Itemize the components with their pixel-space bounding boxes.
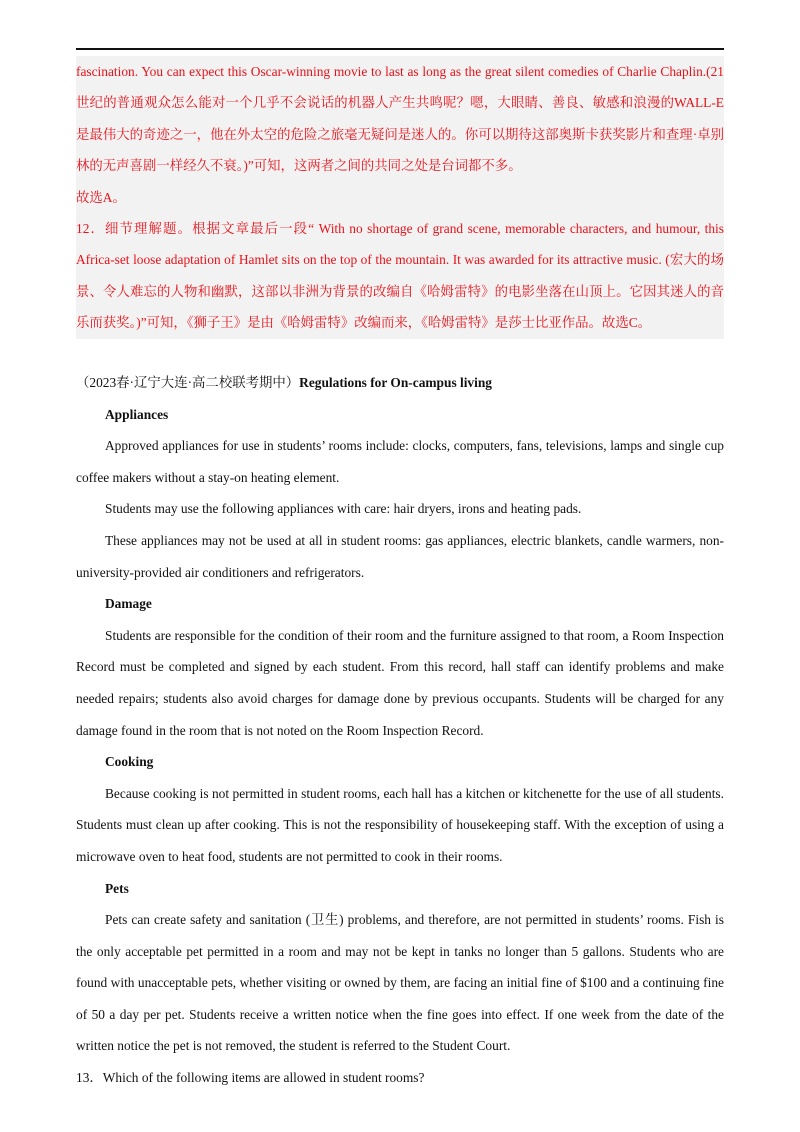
- heading-damage: Damage: [105, 596, 152, 612]
- appliances-paragraph-1: Approved appliances for use in students’ rooms include: clocks, computers, fans, televisions, lamps and single cup coffee makers without a stay-on heating element.: [76, 438, 724, 485]
- passage: [76, 367, 724, 1094]
- source-prefix: （2023春·辽宁大连·高二校联考期中）: [76, 375, 300, 390]
- top-divider: [76, 48, 724, 50]
- heading-appliances: Appliances: [105, 406, 169, 422]
- passage-title: Regulations for On-campus living: [299, 375, 492, 390]
- appliances-paragraph-3: These appliances may not be used at all in student rooms: gas appliances, electric blankets, candle warmers, non-university-provided air conditioners and refrigerators.: [76, 532, 724, 580]
- appliances-paragraph-2: Students may use the following appliances with care: hair dryers, irons and heating pads.: [105, 501, 582, 517]
- pets-paragraph: Pets can create safety and sanitation (卫生) problems, and therefore, are not permitted in students’ rooms. Fish is the only acceptable pet permitted in a room and may not be kept in tanks no longer than 5 gallons. Students who are found with unacceptable pets, whether visiting or owned by them, are facing an initial fine of $100 and a continuing fine of 50 a day per pet. Students receive a written notice when the fine goes into effect. If one week from the date of the written notice the pet is not removed, the student is referred to the Student Court.: [76, 912, 724, 1054]
- damage-paragraph: Students are responsible for the condition of their room and the furniture assigned to that room, a Room Inspection Record must be completed and signed by each student. From this record, hall staff can identify problems and make needed repairs; students also avoid charges for damage done by previous occupants. Students will be charged for any damage found in the room that is not noted on the Room Inspection Record.: [76, 627, 724, 738]
- answer-paragraph-11: fascination. You can expect this Oscar-winning movie to last as long as the great silent comedies of Charlie Chaplin.(21世纪的普通观众怎么能对一个几乎不会说话的机器人产生共鸣呢？嗯，大眼睛、善良、敏感和浪漫的WALL-E是最伟大的奇迹之一，他在外太空的危险之旅毫无疑问是迷人的。你可以期待这部奥斯卡获奖影片和查理·卓别林的无声喜剧一样经久不衰。)”可知，这两者之间的共同之处是台词都不多。: [76, 64, 724, 174]
- heading-pets: Pets: [105, 880, 129, 896]
- heading-cooking: Cooking: [105, 754, 154, 770]
- cooking-paragraph: Because cooking is not permitted in student rooms, each hall has a kitchen or kitchenette for the use of all students. Students must clean up after cooking. This is not the responsibility of housekeeping staff. With the exception of using a microwave oven to heat food, students are not permitted to cook in their rooms.: [76, 785, 724, 864]
- passage-source-line: [76, 367, 724, 399]
- answer-paragraph-12: 12．细节理解题。根据文章最后一段“ With no shortage of grand scene, memorable characters, and humour, this Africa-set loose adaptation of Hamlet sits on the top of the mountain. It was awarded for its attractive music. (宏大的场景、令人难忘的人物和幽默，这部以非洲为背景的改编自《哈姆雷特》的电影坐落在山顶上。它因其迷人的音乐而获奖。)”可知，《狮子王》是由《哈姆雷特》改编而来，《哈姆雷特》是莎士比亚作品。故选C。: [76, 221, 724, 331]
- answer-choice-11: 故选A。: [76, 189, 126, 205]
- question-13: 13．Which of the following items are allowed in student rooms?: [76, 1070, 425, 1086]
- answer-explanation-box: [76, 56, 724, 339]
